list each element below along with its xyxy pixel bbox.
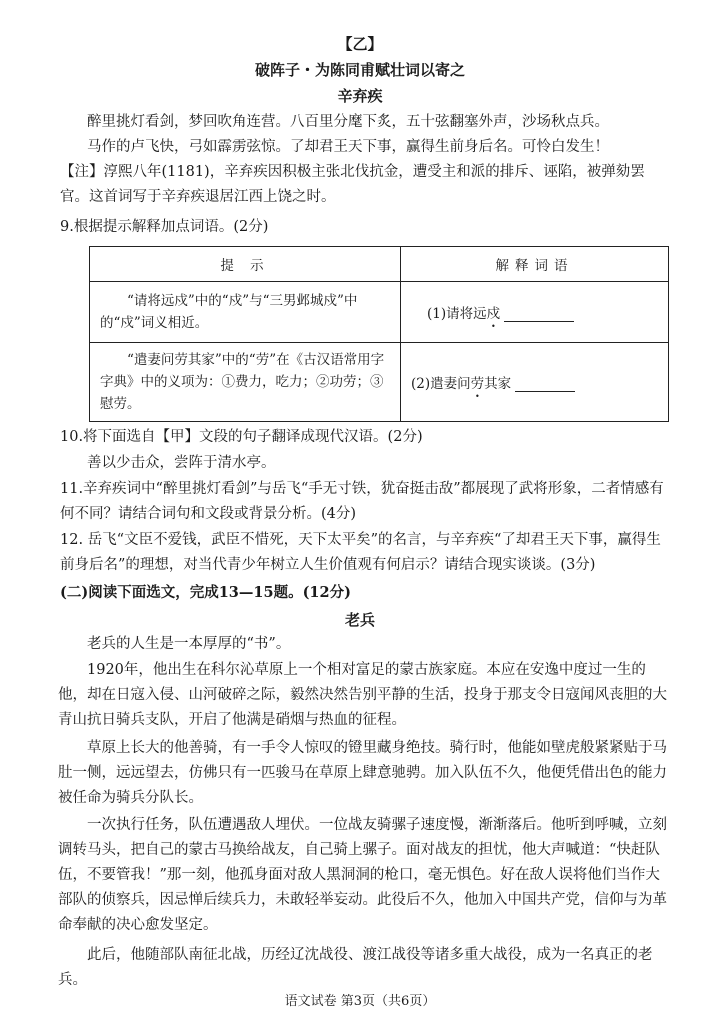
story-paragraph-3: 草原上长大的他善骑，有一手令人惊叹的镫里藏身绝技。骑行时，他能如壁虎般紧紧贴于马肚一侧，远远望去，仿佛只有一匹骏马在草原上肆意驰骋。加入队伍不久，他便凭借出色的能力被任命为骑兵分队长。 [58, 740, 667, 806]
question-12: 12. 岳飞“文臣不爱钱，武臣不惜死，天下太平矣”的名言，与辛弃疾“了却君王天下事，赢得生前身后名”的理想，对当代青少年树立人生价值观有何启示？请结合现实谈谈。(3分) [60, 532, 661, 573]
answer-tail-2: 其家 [484, 376, 512, 392]
question-9: 9.根据提示解释加点词语。(2分) [60, 219, 269, 235]
poem-line-2: 马作的卢飞快，弓如霹雳弦惊。了却君王天下事，赢得生前身后名。可怜白发生！ [87, 139, 609, 155]
story-paragraph-2: 1920年，他出生在科尔沁草原上一个相对富足的蒙古族家庭。本应在安逸中度过一生的他，却在日寇入侵、山河破碎之际，毅然决然告别平静的生活，投身于那支令日寇闻风丧胆的大青山抗日骑兵支队，开启了他满是硝烟与热血的征程。 [58, 662, 667, 728]
page-footer: 语文试卷 第3页（共6页） [284, 994, 436, 1009]
answer-blank-1[interactable] [504, 307, 574, 322]
poem-note: 【注】淳熙八年(1181)，辛弃疾因积极主张北伐抗金，遭受主和派的排斥、诬陷，被弹劾罢官。这首词写于辛弃疾退居江西上饶之时。 [60, 164, 645, 205]
answer-label-1: (1)请将远 [427, 306, 487, 322]
story-title: 老兵 [344, 611, 375, 629]
hint-table [89, 246, 669, 422]
story-paragraph-4: 一次执行任务，队伍遭遇敌人埋伏。一位战友骑骡子速度慢，渐渐落后。他听到呼喊，立刻调转马头，把自己的蒙古马换给战友，自己骑上骡子。面对战友的担忧，他大声喊道：“快赶队伍，不要管我！”那一刻，他孤身面对敌人黑洞洞的枪口，毫无惧色。好在敌人误将他们当作大部队的侦察兵，因忌惮后续兵力，未敢轻举妄动。此役后不久，他加入中国共产党，信仰与为革命奉献的决心愈发坚定。 [58, 817, 667, 933]
dotted-word-2: 劳 [470, 376, 485, 392]
dotted-word-1: 戍 [486, 306, 501, 322]
story-paragraph-5: 此后，他随部队南征北战，历经辽沈战役、渡江战役等诸多重大战役，成为一名真正的老兵。 [58, 947, 653, 988]
table-header-hint: 提 示 [90, 247, 401, 282]
answer-cell-2 [401, 343, 669, 422]
question-10: 10.将下面选自【甲】文段的句子翻译成现代汉语。(2分) [60, 429, 423, 445]
question-10-sentence: 善以少击众，尝阵于清水亭。 [87, 455, 276, 471]
section-tag: 【乙】 [337, 35, 383, 53]
table-header-explain: 解释词语 [401, 247, 669, 282]
poem-author: 辛弃疾 [337, 87, 383, 105]
answer-blank-2[interactable] [515, 377, 575, 392]
section-2-heading: (二)阅读下面选文，完成13—15题。(12分) [60, 584, 351, 601]
hint-cell-2: “遣妻问劳其家”中的“劳”在《古汉语常用字字典》中的义项为：①费力，吃力；②功劳；③慰劳。 [90, 343, 401, 422]
story-paragraph-1: 老兵的人生是一本厚厚的“书”。 [87, 636, 291, 652]
answer-label-2: (2)遣妻问 [411, 376, 471, 392]
question-11: 11.辛弃疾词中“醉里挑灯看剑”与岳飞“手无寸铁，犹奋挺击敌”都展现了武将形象，二者情感有何不同？请结合词句和文段或背景分析。(4分) [60, 481, 664, 522]
hint-cell-1: “请将远戍”中的“戍”与“三男邺城戍”中的“戍”词义相近。 [90, 282, 401, 343]
answer-cell-1 [401, 282, 669, 343]
poem-line-1: 醉里挑灯看剑，梦回吹角连营。八百里分麾下炙，五十弦翻塞外声，沙场秋点兵。 [87, 114, 609, 130]
poem-title: 破阵子・为陈同甫赋壮词以寄之 [254, 61, 465, 79]
